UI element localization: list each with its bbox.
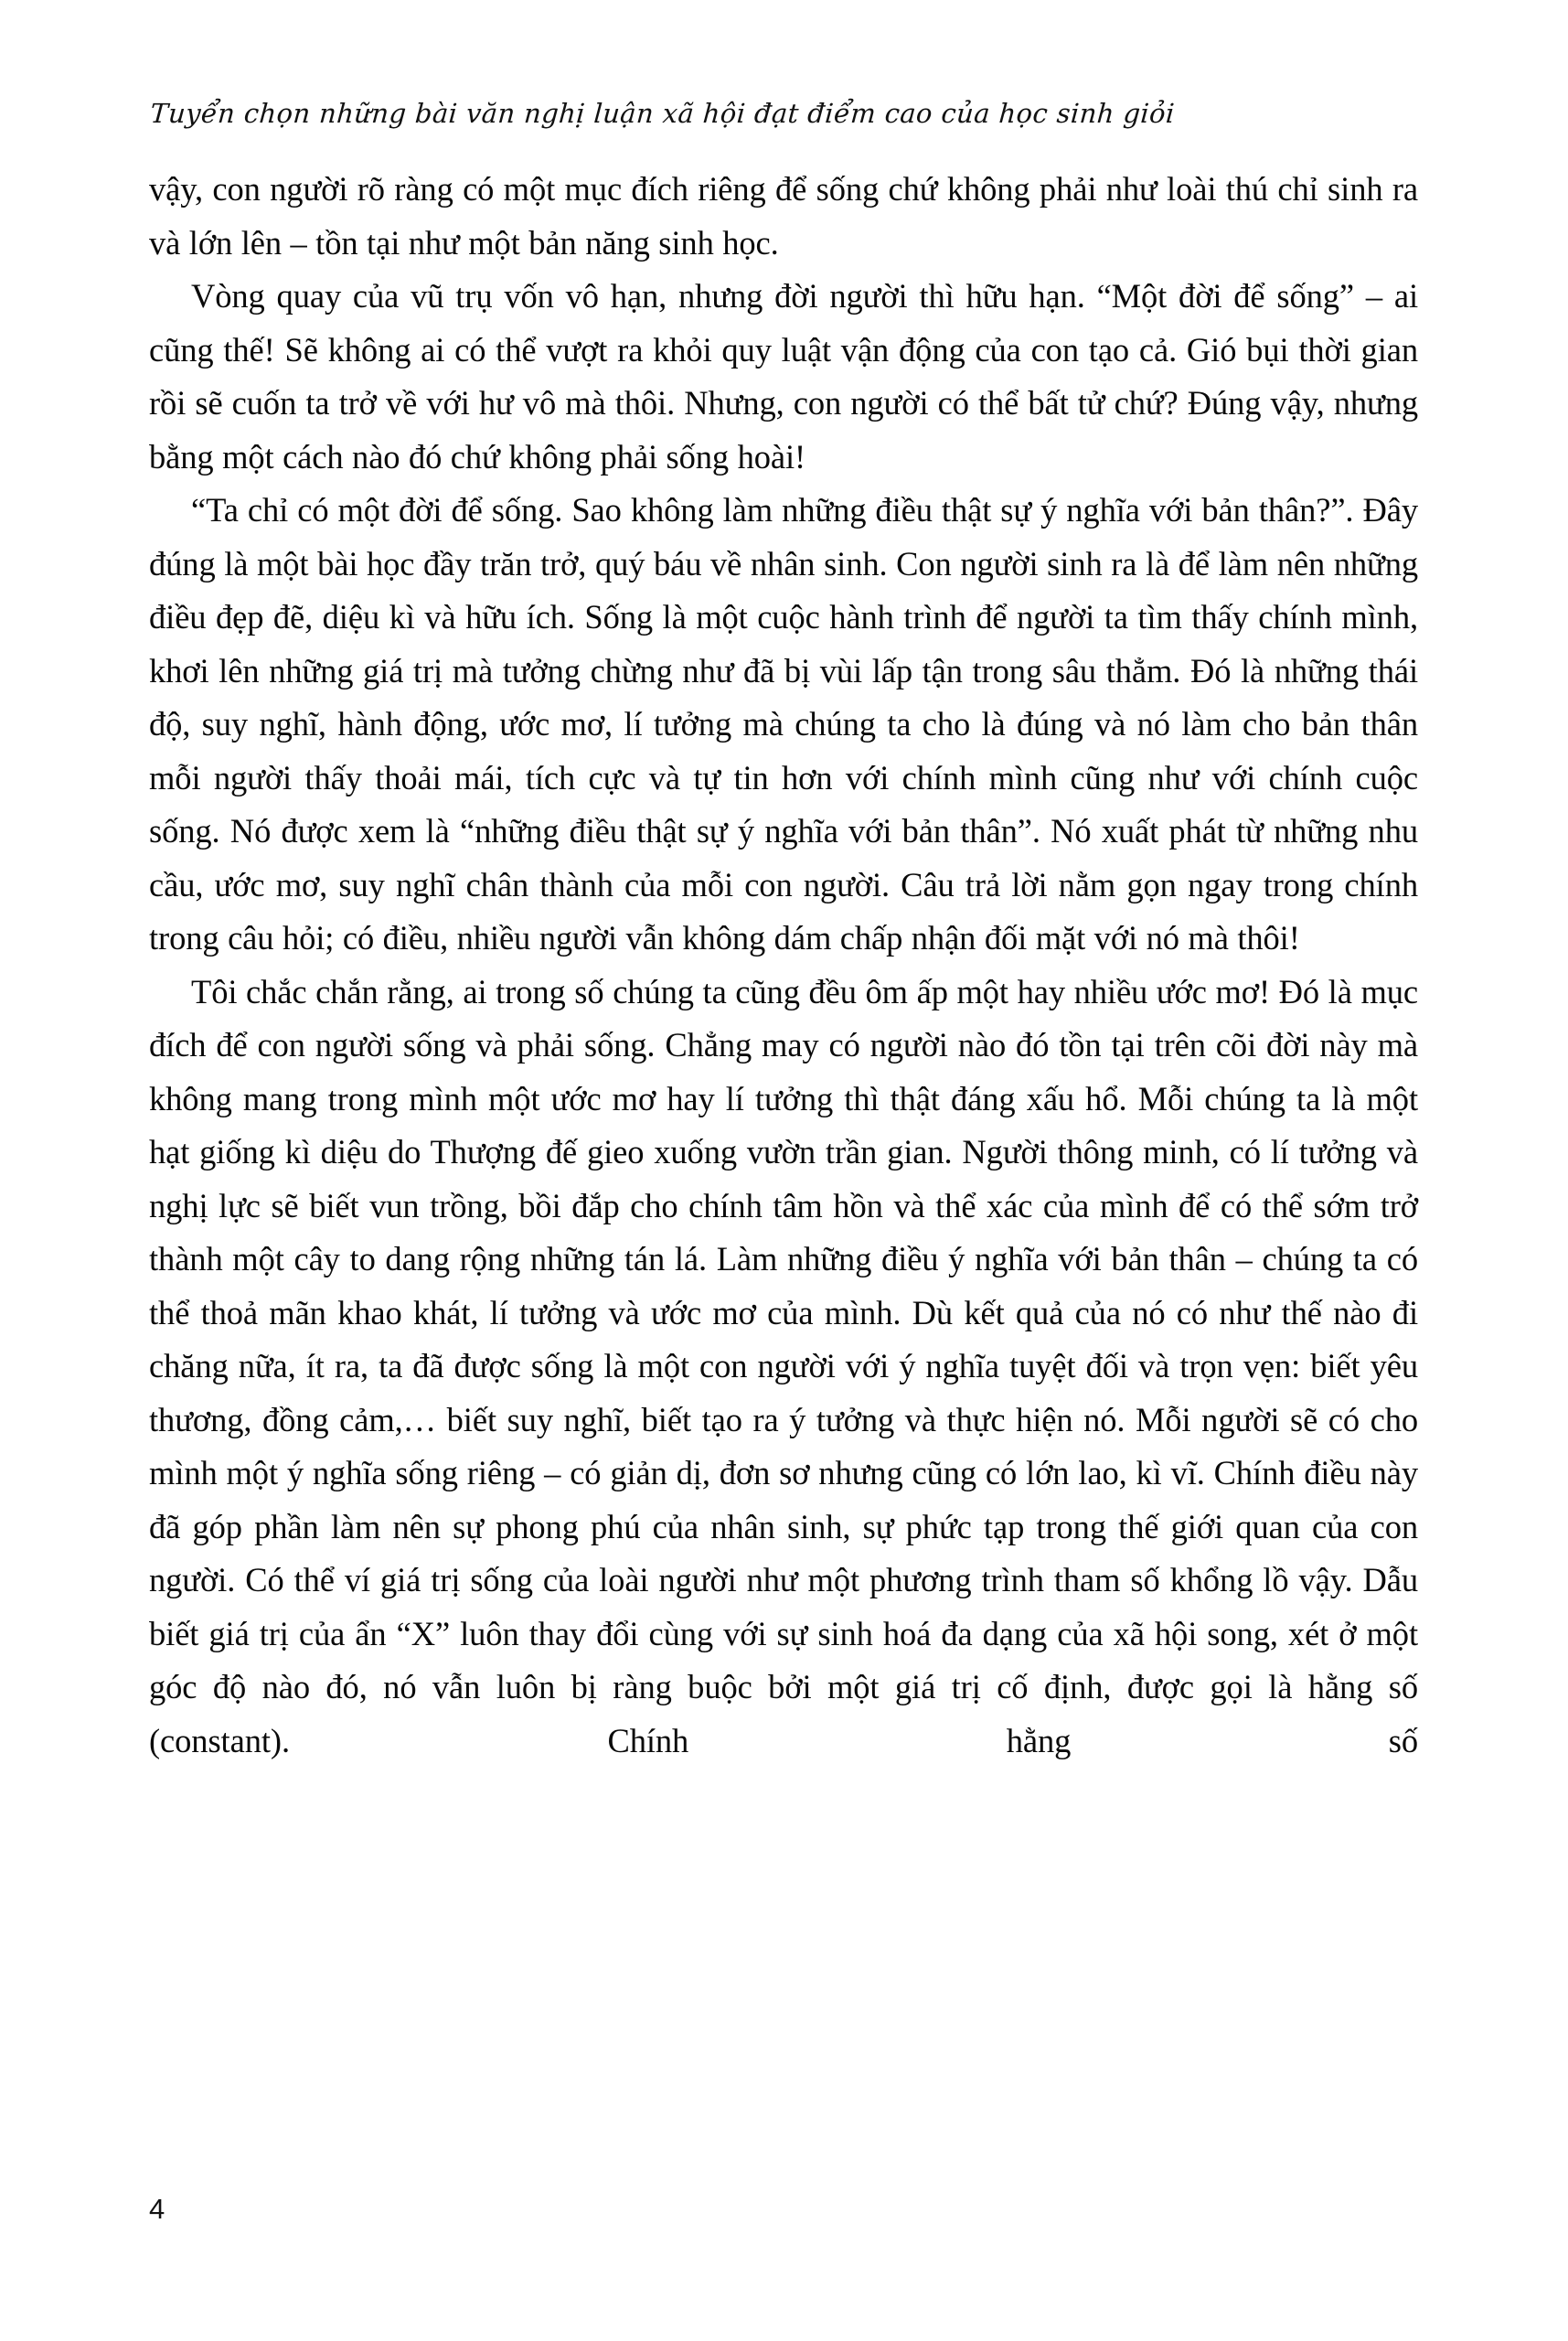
running-header: Tuyển chọn những bài văn nghị luận xã hội đạt điểm cao của học sinh giỏi [149,98,1176,129]
paragraph-4: Tôi chắc chắn rằng, ai trong số chúng ta cũng đều ôm ấp một hay nhiều ước mơ! Đó là mục đích để con người sống và phải sống. Chẳng may có người nào đó tồn tại trên cõi đời này mà không mang trong mình một ước mơ hay lí tưởng thì thật đáng xấu hổ. Mỗi chúng ta là một hạt giống kì diệu do Thượng đế gieo xuống vườn trần gian. Người thông minh, có lí tưởng và nghị lực sẽ biết vun trồng, bồi đắp cho chính tâm hồn và thể xác của mình để có thể sớm trở thành một cây to dang rộng những tán lá. Làm những điều ý nghĩa với bản thân – chúng ta có thể thoả mãn khao khát, lí tưởng và ước mơ của mình. Dù kết quả của nó có như thế nào đi chăng nữa, ít ra, ta đã được sống là một con người với ý nghĩa tuyệt đối và trọn vẹn: biết yêu thương, đồng cảm,… biết suy nghĩ, biết tạo ra ý tưởng và thực hiện nó. Mỗi người sẽ có cho mình một ý nghĩa sống riêng – có giản dị, đơn sơ nhưng cũng có lớn lao, kì vĩ. Chính điều này đã góp phần làm nên sự phong phú của nhân sinh, sự phức tạp trong thế giới quan của con người. Có thể ví giá trị sống của loài người như một phương trình tham số khổng lồ vậy. Dẫu biết giá trị của ẩn “X” luôn thay đổi cùng với sự sinh hoá đa dạng của xã hội song, xét ở một góc độ nào đó, nó vẫn luôn bị ràng buộc bởi một giá trị cố định, được gọi là hằng số (constant). Chính hằng số [149,972,1418,1759]
paragraph-2: Vòng quay của vũ trụ vốn vô hạn, nhưng đời người thì hữu hạn. “Một đời để sống” – ai cũng thế! Sẽ không ai có thể vượt ra khỏi quy luật vận động của con tạo cả. Gió bụi thời gian rồi sẽ cuốn ta trở về với hư vô mà thôi. Nhưng, con người có thể bất tử chứ? Đúng vậy, nhưng bằng một cách nào đó chứ không phải sống hoài! [149,277,1418,476]
paragraph-1: vậy, con người rõ ràng có một mục đích riêng để sống chứ không phải như loài thú chỉ sinh ra và lớn lên – tồn tại như một bản năng sinh học. [149,170,1418,262]
body-text-block [149,163,1418,1768]
paragraph-3: “Ta chỉ có một đời để sống. Sao không làm những điều thật sự ý nghĩa với bản thân?”. Đây đúng là một bài học đầy trăn trở, quý báu về nhân sinh. Con người sinh ra là để làm nên những điều đẹp đẽ, diệu kì và hữu ích. Sống là một cuộc hành trình để người ta tìm thấy chính mình, khơi lên những giá trị mà tưởng chừng như đã bị vùi lấp tận trong sâu thẳm. Đó là những thái độ, suy nghĩ, hành động, ước mơ, lí tưởng mà chúng ta cho là đúng và nó làm cho bản thân mỗi người thấy thoải mái, tích cực và tự tin hơn với chính mình cũng như với chính cuộc sống. Nó được xem là “những điều thật sự ý nghĩa với bản thân”. Nó xuất phát từ những nhu cầu, ước mơ, suy nghĩ chân thành của mỗi con người. Câu trả lời nằm gọn ngay trong chính trong câu hỏi; có điều, nhiều người vẫn không dám chấp nhận đối mặt với nó mà thôi! [149,491,1418,957]
page-number: 4 [149,2193,165,2225]
